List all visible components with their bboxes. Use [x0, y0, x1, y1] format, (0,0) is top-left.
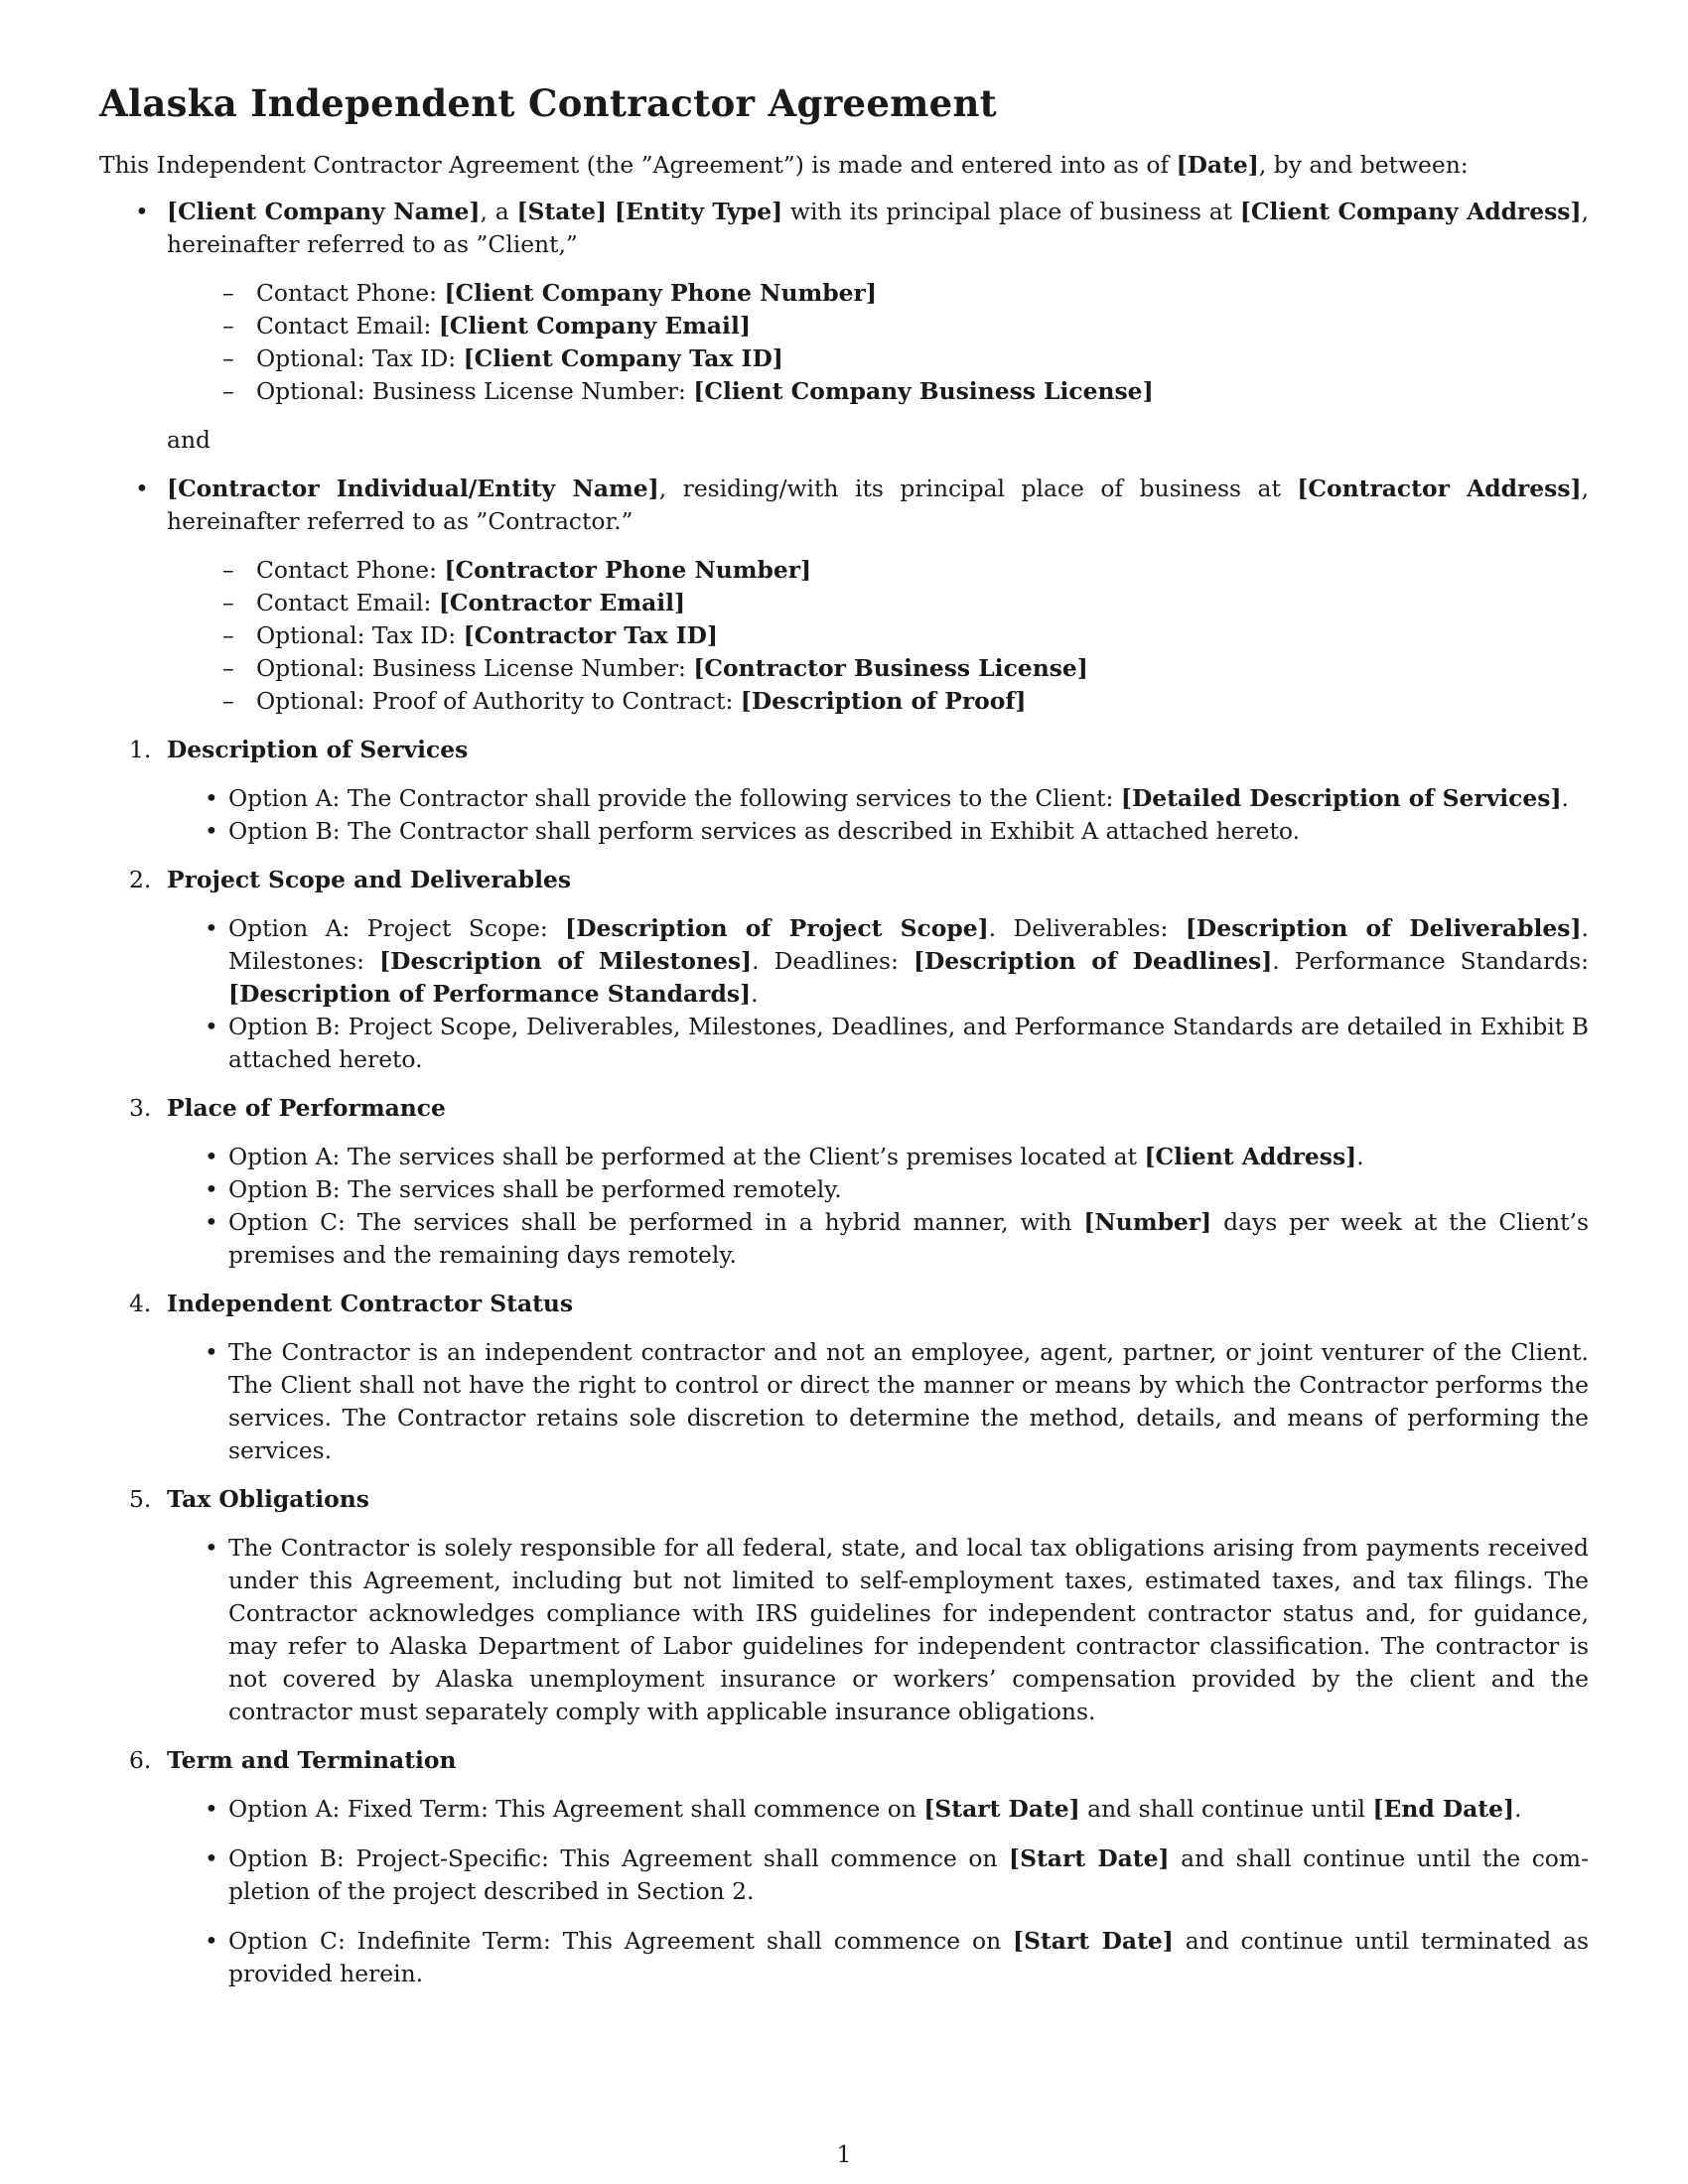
- section-independent-contractor-status: [99, 1288, 1589, 1467]
- section-title: Place of Performance: [167, 1094, 446, 1122]
- section-description-of-services: [99, 734, 1589, 848]
- contractor-name-field: [Contractor Individual/Entity Name]: [167, 475, 659, 502]
- client-party-text: • [Client Company Name], a [State] [Entity Type] with its principal place of business at [Client Company Address], hereinafter referred to as ”Client,”: [167, 198, 1589, 258]
- page-number: 1: [836, 2142, 852, 2168]
- list-item: – Optional: Tax ID: [Contractor Tax ID]: [222, 619, 1589, 652]
- contractor-details-list: [99, 554, 1589, 718]
- list-item: • Option A: Project Scope: [Description of Project Scope]. Deliverables: [Description of Deliverables]. Milestones: [Description of Milestones]. Deadlines: [Description of Deadlines]. Performance Standards: [Description of Performance Standards].: [228, 912, 1589, 1011]
- contractor-address-field: [Contractor Address]: [1297, 475, 1582, 502]
- client-party-block: [99, 196, 1589, 261]
- section-number: 1.: [129, 736, 152, 763]
- contractor-party-block: [99, 473, 1589, 538]
- date-field: [Date]: [1176, 151, 1259, 179]
- section-number: 2.: [129, 866, 152, 893]
- list-item: • Option B: Project-Specific: This Agreement shall commence on [Start Date] and shall continue until the completion of the project described in Section 2.: [228, 1843, 1589, 1908]
- options-list: [167, 1532, 1589, 1728]
- intro-paragraph: This Independent Contractor Agreement (the ”Agreement”) is made and entered into as of [Date], by and between:: [99, 151, 1469, 179]
- contractor-party-text: • [Contractor Individual/Entity Name], residing/with its principal place of business at [Contractor Address], hereinafter referred to as ”Contractor.”: [167, 475, 1589, 535]
- options-list: [167, 782, 1589, 848]
- client-address-field: [Client Company Address]: [1239, 198, 1582, 225]
- section-number: 3.: [129, 1094, 152, 1122]
- list-item: • Option C: The services shall be performed in a hybrid manner, with [Number] days per week at the Client’s premises and the remaining days remotely.: [228, 1206, 1589, 1272]
- section-title: Independent Contractor Status: [167, 1290, 574, 1317]
- options-list: [167, 912, 1589, 1076]
- list-item: – Optional: Business License Number: [Contractor Business License]: [222, 652, 1589, 685]
- list-item: – Contact Email: [Client Company Email]: [222, 310, 1589, 342]
- list-item: – Optional: Proof of Authority to Contract: [Description of Proof]: [222, 685, 1589, 718]
- options-list: [167, 1141, 1589, 1272]
- client-details-list: [99, 277, 1589, 408]
- list-item: • The Contractor is solely responsible for all federal, state, and local tax obligations arising from payments received under this Agreement, including but not limited to self-employment taxes, estimated taxes, and tax filings. The Contractor acknowledges compliance with IRS guidelines for independent contractor status and, for guidance, may refer to Alaska Department of Labor guidelines for independent contractor classification. The contractor is not covered by Alaska unemployment insurance or workers’ compensation provided by the client and the contractor must separately comply with applicable insurance obligations.: [228, 1532, 1589, 1728]
- list-item: • Option C: Indefinite Term: This Agreement shall commence on [Start Date] and continue until terminated as provided herein.: [228, 1925, 1589, 1990]
- list-item: • The Contractor is an independent contractor and not an employee, agent, partner, or joint venturer of the Client. The Client shall not have the right to control or direct the manner or means by which the Contractor performs the services. The Contractor retains sole discretion to determine the method, details, and means of performing the services.: [228, 1336, 1589, 1467]
- document-title: Alaska Independent Contractor Agreement: [99, 81, 998, 125]
- state-field: [State]: [516, 198, 608, 225]
- section-place-of-performance: [99, 1092, 1589, 1272]
- client-name-field: [Client Company Name]: [167, 198, 481, 225]
- section-number: 6.: [129, 1746, 152, 1774]
- options-list: [167, 1336, 1589, 1467]
- list-item: – Optional: Tax ID: [Client Company Tax ID]: [222, 342, 1589, 375]
- list-item: • Option A: Fixed Term: This Agreement shall commence on [Start Date] and shall continue until [End Date].: [228, 1793, 1589, 1826]
- entity-type-field: [Entity Type]: [614, 198, 783, 225]
- list-item: – Contact Phone: [Client Company Phone Number]: [222, 277, 1589, 310]
- section-term-and-termination: [99, 1744, 1589, 1990]
- list-item: • Option A: The services shall be performed at the Client’s premises located at [Client Address].: [228, 1141, 1589, 1173]
- list-item: • Option B: The Contractor shall perform services as described in Exhibit A attached hereto.: [228, 815, 1589, 848]
- document-page: [99, 81, 1589, 1990]
- section-title: Project Scope and Deliverables: [167, 866, 572, 893]
- section-tax-obligations: [99, 1483, 1589, 1728]
- list-item: • Option B: The services shall be performed remotely.: [228, 1173, 1589, 1206]
- section-number: 5.: [129, 1485, 152, 1513]
- list-item: – Contact Email: [Contractor Email]: [222, 587, 1589, 619]
- list-item: • Option B: Project Scope, Deliverables, Milestones, Deadlines, and Performance Standards are detailed in Exhibit B attached hereto.: [228, 1011, 1589, 1076]
- and-separator: and: [167, 426, 211, 454]
- section-title: Tax Obligations: [167, 1485, 369, 1513]
- list-item: – Optional: Business License Number: [Client Company Business License]: [222, 375, 1589, 408]
- section-title: Term and Termination: [167, 1746, 457, 1774]
- section-project-scope: [99, 864, 1589, 1076]
- section-number: 4.: [129, 1290, 152, 1317]
- list-item: • Option A: The Contractor shall provide the following services to the Client: [Detailed Description of Services].: [228, 782, 1589, 815]
- section-title: Description of Services: [167, 736, 469, 763]
- list-item: – Contact Phone: [Contractor Phone Number]: [222, 554, 1589, 587]
- options-list: [167, 1793, 1589, 1990]
